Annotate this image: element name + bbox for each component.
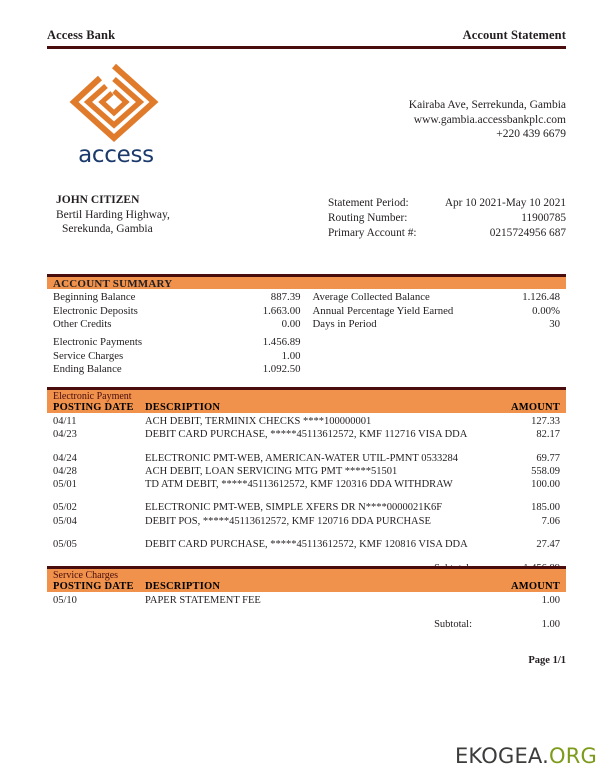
row-date: 04/24: [53, 452, 77, 464]
summary-label: Beginning Balance: [53, 291, 136, 303]
row-description: ELECTRONIC PMT-WEB, AMERICAN-WATER UTIL-PMNT 0533284: [145, 452, 458, 464]
routing-number-label: Routing Number:: [328, 212, 408, 224]
statement-meta-block: [328, 196, 566, 241]
summary-value: 1.456.89: [262, 336, 301, 348]
header-divider-rule: [47, 46, 566, 49]
summary-row: [53, 363, 301, 377]
row-spacer: [47, 442, 566, 452]
bank-phone: +220 439 6679: [496, 128, 566, 140]
row-amount: 127.33: [531, 416, 560, 427]
access-bank-diamond-icon: [62, 60, 166, 144]
row-amount: 1.00: [541, 595, 560, 606]
summary-value: 1.092.50: [262, 363, 301, 375]
summary-row: [53, 291, 301, 305]
row-date: 04/28: [53, 465, 77, 477]
bank-website: www.gambia.accessbankplc.com: [413, 113, 566, 126]
logo-wordmark: access: [78, 142, 154, 168]
bank-name-header: Access Bank: [47, 28, 116, 42]
row-spacer: [47, 491, 566, 501]
primary-account-row: [328, 226, 566, 241]
customer-name: JOHN CITIZEN: [56, 194, 140, 206]
summary-value: 887.39: [270, 291, 301, 303]
summary-row: [53, 350, 301, 364]
row-amount: 558.09: [531, 465, 560, 477]
summary-row: [313, 305, 561, 319]
summary-label: Other Credits: [53, 318, 112, 330]
ekogea-watermark: [455, 744, 597, 768]
row-description: TD ATM DEBIT, *****45113612572, KMF 120316 DDA WITHDRAW: [145, 479, 453, 491]
row-description: DEBIT POS, *****45113612572, KMF 120716 DDA PURCHASE: [145, 515, 431, 527]
row-date: 05/05: [53, 539, 77, 551]
electronic-payment-header-bar: [47, 387, 566, 413]
row-date: 05/01: [53, 479, 77, 491]
column-header-description: DESCRIPTION: [145, 402, 221, 413]
bank-logo: [56, 60, 176, 170]
table-row: [47, 465, 566, 478]
customer-address-block: [56, 193, 296, 237]
subtotal-spacer: [53, 618, 392, 631]
table-row: [47, 428, 566, 441]
subtotal-gap: [47, 551, 566, 562]
table-row: [47, 594, 566, 607]
column-header-description: DESCRIPTION: [145, 581, 221, 592]
row-description: DEBIT CARD PURCHASE, *****45113612572, KMF 120816 VISA DDA: [145, 539, 468, 551]
summary-label: Annual Percentage Yield Earned: [312, 304, 454, 317]
subtotal-label: Subtotal:: [434, 619, 472, 631]
summary-value: 1.663.00: [262, 304, 301, 317]
summary-row: [53, 336, 301, 350]
column-header-amount: AMOUNT: [510, 581, 560, 592]
table-row: [47, 538, 566, 551]
table-row: [47, 452, 566, 465]
row-amount: 100.00: [531, 479, 560, 491]
summary-row: [53, 305, 301, 319]
primary-account-value: 0215724956 687: [489, 227, 566, 239]
page-number: Page 1/1: [528, 655, 566, 666]
row-amount: 185.00: [531, 502, 560, 514]
summary-value: 1.00: [281, 349, 301, 362]
summary-label: Days in Period: [312, 318, 377, 330]
subtotal-value: 1.00: [541, 619, 560, 631]
statement-period-label: Statement Period:: [328, 197, 409, 209]
row-description: ACH DEBIT, TERMINIX CHECKS ****100000001: [145, 416, 372, 427]
row-description: DEBIT CARD PURCHASE, *****45113612572, KMF 112716 VISA DDA: [145, 429, 468, 441]
electronic-payment-section-title: Electronic Payment: [53, 391, 132, 402]
subtotal-gap: [47, 607, 566, 618]
electronic-payment-rows: [47, 415, 566, 576]
watermark-name: EKOGEA.: [454, 744, 549, 768]
summary-label: Service Charges: [53, 349, 124, 362]
table-row: [47, 501, 566, 514]
table-row: [47, 515, 566, 528]
column-header-amount: AMOUNT: [510, 402, 560, 413]
routing-number-row: [328, 211, 566, 226]
row-date: 05/10: [53, 595, 77, 606]
table-row: [47, 415, 566, 428]
account-summary-right-column: [307, 291, 567, 332]
row-date: 04/23: [53, 429, 77, 441]
row-description: ACH DEBIT, LOAN SERVICING MTG PMT *****51501: [145, 465, 398, 477]
table-row: [47, 478, 566, 491]
column-header-posting-date: POSTING DATE: [53, 581, 134, 592]
bank-address-line-1: Kairaba Ave, Serrekunda, Gambia: [408, 99, 566, 111]
summary-row: [53, 318, 301, 332]
service-charges-subtotal-row: [47, 618, 566, 631]
statement-period-row: [328, 196, 566, 211]
account-summary-title: ACCOUNT SUMMARY: [53, 278, 173, 290]
watermark-tld: ORG: [549, 744, 597, 768]
bank-address-block: [266, 98, 566, 142]
row-description: PAPER STATEMENT FEE: [145, 595, 261, 606]
row-amount: 69.77: [536, 452, 560, 464]
account-summary-second-group: [47, 336, 307, 377]
row-date: 04/11: [53, 416, 77, 427]
row-date: 05/04: [53, 515, 77, 527]
summary-label: Electronic Deposits: [53, 304, 138, 317]
customer-address-line-1: Bertil Harding Highway,: [56, 208, 170, 221]
summary-value: 30: [549, 318, 560, 330]
primary-account-label: Primary Account #:: [328, 227, 417, 239]
account-summary-left-column: [47, 291, 307, 332]
document-type-header: Account Statement: [462, 28, 566, 42]
row-amount: 27.47: [536, 539, 560, 551]
summary-label: Ending Balance: [53, 363, 122, 375]
customer-address-line-2: Serekunda, Gambia: [62, 223, 153, 235]
row-description: ELECTRONIC PMT-WEB, SIMPLE XFERS DR N****0000021K6F: [145, 502, 443, 514]
service-charges-column-headers: [47, 581, 566, 594]
column-header-posting-date: POSTING DATE: [53, 402, 134, 413]
row-amount: 7.06: [541, 515, 560, 527]
account-summary-header-bar: [47, 274, 566, 289]
service-charges-section-title: Service Charges: [53, 570, 119, 581]
summary-value: 0.00: [281, 318, 301, 330]
summary-value: 1.126.48: [522, 291, 560, 303]
routing-number-value: 11900785: [521, 212, 566, 224]
row-date: 05/02: [53, 502, 77, 514]
service-charges-header-bar: [47, 566, 566, 592]
summary-row: [313, 318, 561, 332]
summary-label: Average Collected Balance: [312, 291, 430, 303]
document-header: [47, 28, 566, 43]
account-summary-body: [47, 291, 566, 332]
electronic-payment-column-headers: [47, 402, 566, 415]
statement-period-value: Apr 10 2021-May 10 2021: [444, 197, 566, 209]
account-summary-secondary-body: [47, 336, 566, 377]
row-amount: 82.17: [536, 429, 560, 441]
summary-row: [313, 291, 561, 305]
summary-value: 0.00%: [532, 304, 560, 317]
service-charges-rows: [47, 594, 566, 632]
summary-label: Electronic Payments: [53, 336, 143, 348]
row-spacer: [47, 528, 566, 538]
